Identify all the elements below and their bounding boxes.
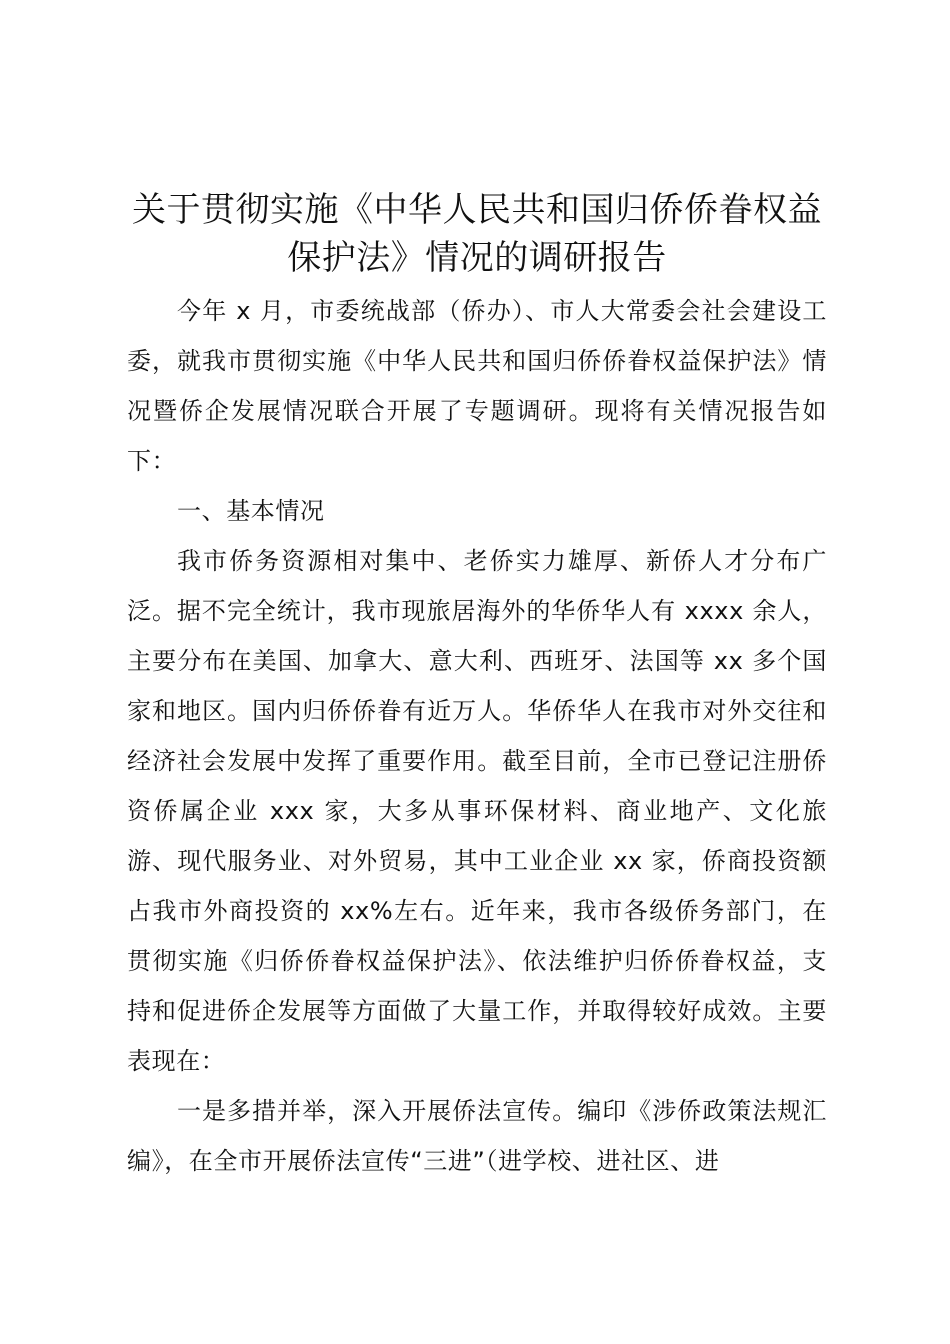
document-page <box>127 186 827 1186</box>
point-one-paragraph: 一是多措并举，深入开展侨法宣传。编印《涉侨政策法规汇编》，在全市开展侨法宣传“三进”（进学校、进社区、进 <box>127 1097 827 1175</box>
document-title <box>127 186 827 282</box>
title-line-2: 保护法》情况的调研报告 <box>287 238 667 278</box>
section-heading-basic-situation: 一、基本情况 <box>177 497 325 525</box>
title-line-1: 关于贯彻实施《中华人民共和国归侨侨眷权益 <box>132 190 822 230</box>
intro-paragraph: 今年 x 月，市委统战部（侨办）、市人大常委会社会建设工委，就我市贯彻实施《中华人民共和国归侨侨眷权益保护法》情况暨侨企发展情况联合开展了专题调研。现将有关情况报告如下： <box>127 297 827 475</box>
basic-situation-paragraph: 我市侨务资源相对集中、老侨实力雄厚、新侨人才分布广泛。据不完全统计，我市现旅居海外的华侨华人有 xxxx 余人，主要分布在美国、加拿大、意大利、西班牙、法国等 xx 多个国家和地区。国内归侨侨眷有近万人。华侨华人在我市对外交往和经济社会发展中发挥了重要作用。截至目前，全市已登记注册侨资侨属企业 xxx 家，大多从事环保材料、商业地产、文化旅游、现代服务业、对外贸易，其中工业企业 xx 家，侨商投资额占我市外商投资的 xx%左右。近年来，我市各级侨务部门，在贯彻实施《归侨侨眷权益保护法》、依法维护归侨侨眷权益，支持和促进侨企发展等方面做了大量工作，并取得较好成效。主要表现在： <box>127 547 827 1075</box>
